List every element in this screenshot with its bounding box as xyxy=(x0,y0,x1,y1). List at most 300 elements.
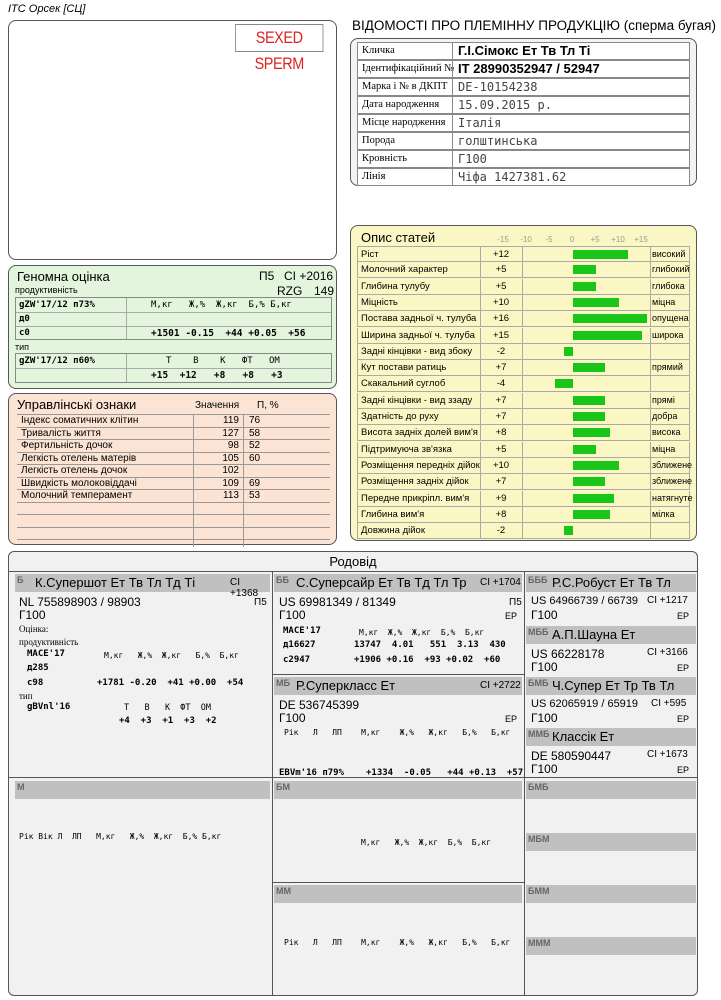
genomic-ci: CI +2016 xyxy=(284,269,334,283)
mgmt-row-p: 52 xyxy=(249,440,261,451)
bbb-ep: ЕР xyxy=(677,611,690,621)
genomic-panel xyxy=(8,265,337,389)
b-prod: продуктивність xyxy=(19,637,79,647)
trait-row xyxy=(357,523,690,539)
trait-bar xyxy=(573,282,596,291)
mbb-ep: ЕР xyxy=(677,663,690,673)
trait-row xyxy=(357,311,690,327)
pedigree-mmb-header xyxy=(526,728,696,746)
trait-divider xyxy=(480,442,481,457)
mgmt-row-value: 102 xyxy=(222,465,239,476)
trait-divider xyxy=(522,376,523,391)
bb-c: с2947 xyxy=(283,655,311,665)
info-label: Кровність xyxy=(362,153,408,164)
mb-ebv: EBVm'16 п79% xyxy=(279,768,345,778)
info-value: Італія xyxy=(458,116,502,130)
info-value: IT 28990352947 / 52947 xyxy=(458,61,600,76)
trait-desc: зближене xyxy=(652,459,693,470)
trait-scale-tick: -10 xyxy=(520,235,532,244)
trait-divider xyxy=(480,295,481,310)
mgmt-row-line xyxy=(17,502,330,503)
bb-dvals: 13747 4.01 551 3.13 430 xyxy=(354,640,506,650)
trait-divider xyxy=(522,393,523,408)
trait-value: +9 xyxy=(495,492,507,504)
mm-tag: ММ xyxy=(276,886,291,896)
info-divider xyxy=(452,61,453,77)
bb-p: П5 xyxy=(509,597,522,608)
trait-bar xyxy=(573,428,610,437)
b-tag: Б xyxy=(17,575,24,585)
trait-value: +5 xyxy=(495,280,507,292)
trait-name: Скакальний суглоб xyxy=(361,378,446,390)
mgmt-row-p: 60 xyxy=(249,452,261,464)
trait-name: Ширина задньої ч. тулуба xyxy=(361,329,475,341)
trait-divider xyxy=(522,507,523,522)
info-row xyxy=(357,132,690,150)
trait-row xyxy=(357,425,690,441)
trait-divider xyxy=(480,523,481,538)
trait-name: Передне прикріпл. вим'я xyxy=(361,492,470,504)
trait-divider xyxy=(480,491,481,506)
info-row xyxy=(357,60,690,78)
bm-tag: БМ xyxy=(276,782,290,792)
bbb-ci: CI +1217 xyxy=(647,595,688,606)
mb-blood: Г100 xyxy=(279,711,306,725)
type-values: +15 +12 +8 +8 +3 xyxy=(151,370,283,381)
trait-name: Міцність xyxy=(361,296,398,308)
trait-divider xyxy=(650,409,651,424)
info-value: Г.І.Сімокс Ет Тв Тл Ті xyxy=(458,43,591,58)
b-mace: MACE'17 xyxy=(27,649,65,659)
trait-value: +10 xyxy=(492,296,510,308)
trait-desc: прямі xyxy=(652,394,675,405)
trait-value: +7 xyxy=(495,362,507,374)
mbb-blood: Г100 xyxy=(531,660,558,674)
trait-value: +15 xyxy=(492,329,510,341)
info-row xyxy=(357,96,690,114)
mbb-id: US 66228178 xyxy=(531,647,605,661)
mgmt-row-value: 127 xyxy=(222,427,239,439)
trait-name: Задні кінцівки - вид ззаду xyxy=(361,394,473,406)
trait-name: Кут постави ратиць xyxy=(361,362,447,374)
b-id: NL 755898903 / 98903 xyxy=(19,595,141,609)
mgmt-col-value: Значення xyxy=(195,400,240,411)
mgmt-title: Управлінські ознаки xyxy=(17,397,137,412)
trait-scale-tick: -15 xyxy=(497,235,509,244)
pedigree-mbm-header xyxy=(526,833,696,851)
mm-cols: Рік Л ЛП М,кг Ж,% Ж,кг Б,% Б,кг xyxy=(284,938,511,947)
pedigree-title: Родовід xyxy=(9,552,697,572)
trait-divider xyxy=(522,491,523,506)
mgmt-col-divider xyxy=(193,414,194,547)
mgmt-row-name: Легкість отелень матерів xyxy=(21,452,137,464)
trait-bar xyxy=(573,363,605,372)
trait-name: Розміщення передніх дійок xyxy=(361,459,480,471)
bmb-tag: БМБ xyxy=(528,678,549,688)
trait-name: Ріст xyxy=(361,249,379,260)
mbb-ci: CI +3166 xyxy=(647,647,688,658)
trait-name: Глибина тулубу xyxy=(361,280,430,292)
info-divider xyxy=(452,133,453,149)
trait-divider xyxy=(522,344,523,359)
bb-cvals: +1906 +0.16 +93 +0.02 +60 xyxy=(354,655,501,665)
pedigree-bm-header xyxy=(274,781,522,799)
trait-desc: глибока xyxy=(652,280,685,291)
bb-mace: MACE'17 xyxy=(283,626,321,636)
management-panel xyxy=(8,393,337,545)
bb-blood: Г100 xyxy=(279,608,306,622)
info-value: голштинська xyxy=(458,134,538,148)
mgmt-row-name: Молочний темперамент xyxy=(21,490,133,501)
mmm-tag: МММ xyxy=(528,938,551,948)
trait-divider xyxy=(522,262,523,277)
info-divider xyxy=(452,79,453,95)
info-divider xyxy=(452,97,453,113)
trait-value: +16 xyxy=(492,313,510,325)
bb-ep: ЕР xyxy=(505,611,518,621)
trait-divider xyxy=(480,262,481,277)
trait-divider xyxy=(480,360,481,375)
mgmt-row-value: 113 xyxy=(223,490,239,501)
trait-divider xyxy=(480,458,481,473)
bmm-tag: БММ xyxy=(528,886,550,896)
info-value: 15.09.2015 р. xyxy=(458,98,552,112)
trait-divider xyxy=(480,376,481,391)
trait-bar xyxy=(573,265,596,274)
bb-tag: ББ xyxy=(276,575,289,585)
prod-cols: М,кг Ж,% Ж,кг Б,% Б,кг xyxy=(151,300,292,310)
info-row xyxy=(357,114,690,132)
trait-divider xyxy=(522,442,523,457)
pedigree-bmb-header xyxy=(526,677,696,695)
rzg-label: RZG xyxy=(277,284,303,298)
trait-divider xyxy=(480,393,481,408)
trait-bar xyxy=(573,494,614,503)
trait-divider xyxy=(480,279,481,294)
mmb-tag: ММБ xyxy=(528,729,550,739)
mgmt-row-line xyxy=(17,514,330,515)
b-c: с98 xyxy=(27,678,44,688)
bmb2-tag: БМБ xyxy=(528,782,549,792)
trait-divider xyxy=(522,360,523,375)
bb-ci: CI +1704 xyxy=(480,577,521,588)
mmb-blood: Г100 xyxy=(531,762,558,776)
mmb-ci: CI +1673 xyxy=(647,749,688,760)
trait-value: +8 xyxy=(495,508,507,520)
trait-value: -2 xyxy=(496,345,506,357)
trait-row xyxy=(357,491,693,507)
d0-label: д0 xyxy=(19,314,30,324)
b-typ: тип xyxy=(19,691,33,701)
mgmt-row-value: 105 xyxy=(222,452,239,464)
b-tvals: +4 +3 +1 +3 +2 xyxy=(119,716,217,726)
trait-desc: опущена xyxy=(652,313,689,324)
b-gb: gBVnl'16 xyxy=(27,702,71,712)
trait-divider xyxy=(650,262,651,277)
mgmt-row-line xyxy=(17,527,330,528)
info-label: Дата народження xyxy=(362,99,440,110)
genomic-title: Геномна оцінка xyxy=(17,269,110,284)
info-row xyxy=(357,42,690,60)
trait-value: +7 xyxy=(495,411,507,422)
trait-divider xyxy=(650,523,651,538)
trait-desc: високий xyxy=(652,249,686,259)
info-label: Порода xyxy=(362,135,396,146)
trait-row xyxy=(357,295,690,311)
b-name: К.Супершот Ет Тв Тл Тд Ті xyxy=(35,575,196,590)
trait-bar xyxy=(573,445,596,454)
info-label: Місце народження xyxy=(362,117,446,128)
trait-value: +10 xyxy=(492,459,510,471)
info-divider xyxy=(452,43,453,59)
trait-value: +7 xyxy=(495,394,507,406)
m-tag: М xyxy=(17,782,25,792)
trait-bar xyxy=(564,347,573,356)
sexed-stamp: SEXED SPERM xyxy=(235,24,323,52)
pedigree-bmb2-header xyxy=(526,781,696,799)
trait-row xyxy=(357,344,690,360)
trait-value: +7 xyxy=(495,476,507,488)
prod-label: продуктивність xyxy=(15,285,78,295)
trait-value: +5 xyxy=(495,443,507,455)
info-row xyxy=(357,78,690,96)
trait-divider xyxy=(650,474,651,489)
b-blood: Г100 xyxy=(19,608,46,622)
trait-scale-tick: +10 xyxy=(611,235,625,244)
trait-desc: міцна xyxy=(652,296,676,307)
trait-divider xyxy=(522,409,523,424)
trait-divider xyxy=(650,442,651,457)
mmb-ep: ЕР xyxy=(677,765,690,775)
bb-cols: М,кг Ж,% Ж,кг Б,% Б,кг xyxy=(359,628,485,637)
b-tcols: Т В К ФТ ОМ xyxy=(124,703,211,713)
pedigree-mm-header xyxy=(274,885,522,903)
mgmt-row-line xyxy=(17,539,330,540)
trait-desc: широка xyxy=(652,329,684,340)
mmb-id: DE 580590447 xyxy=(531,749,612,763)
trait-name: Розміщення задніх дійок xyxy=(361,476,469,488)
trait-bar xyxy=(555,379,573,388)
trait-divider xyxy=(522,311,523,326)
trait-scale-tick: +15 xyxy=(634,235,648,244)
trait-divider xyxy=(522,328,523,343)
info-value: DE-10154238 xyxy=(458,80,538,94)
trait-divider xyxy=(522,247,523,262)
trait-value: -4 xyxy=(496,378,506,390)
trait-bar xyxy=(573,510,610,519)
trait-row xyxy=(357,507,690,523)
trait-row xyxy=(357,376,690,392)
trait-row xyxy=(357,360,690,376)
trait-desc: висока xyxy=(652,427,681,438)
trait-bar xyxy=(573,396,605,405)
trait-row xyxy=(357,279,690,295)
trait-divider xyxy=(522,523,523,538)
mb-ebvvals: +1334 -0.05 +44 +0.13 +57 xyxy=(366,768,524,778)
mgmt-row-value: 98 xyxy=(227,440,239,451)
trait-divider xyxy=(650,393,651,408)
trait-row xyxy=(357,409,690,425)
header-left: ІТС Орсек [СЦ] xyxy=(8,3,86,15)
trait-divider xyxy=(650,376,651,391)
trait-desc: мілка xyxy=(652,508,675,519)
info-value: Чіфа 1427381.62 xyxy=(458,170,567,184)
type-label: тип xyxy=(15,342,30,352)
pedigree-mb-header xyxy=(274,677,522,695)
trait-desc: глибокий xyxy=(652,264,690,275)
trait-desc: зближене xyxy=(652,476,693,487)
genomic-prod-table xyxy=(15,297,332,340)
trait-row xyxy=(357,442,690,458)
traits-panel xyxy=(350,225,697,541)
pedigree-bmm-header xyxy=(526,885,696,903)
mgmt-row-p: 53 xyxy=(249,490,261,501)
mgmt-col-p: П, % xyxy=(257,400,279,411)
trait-row xyxy=(357,458,693,474)
trait-divider xyxy=(650,507,651,522)
trait-divider xyxy=(522,425,523,440)
trait-divider xyxy=(650,344,651,359)
info-value: Г100 xyxy=(458,152,487,166)
rzg-value: 149 xyxy=(314,284,335,298)
mgmt-row-p: 69 xyxy=(249,477,261,489)
mb-ep: ЕР xyxy=(505,714,518,724)
bb-d: д16627 xyxy=(283,640,316,650)
bb-id: US 69981349 / 81349 xyxy=(279,595,396,609)
trait-divider xyxy=(480,507,481,522)
photo-box xyxy=(8,20,337,260)
trait-divider xyxy=(650,425,651,440)
trait-bar xyxy=(573,250,628,259)
mb-id: DE 536745399 xyxy=(279,698,360,712)
trait-divider xyxy=(522,279,523,294)
trait-divider xyxy=(650,279,651,294)
trait-value: +8 xyxy=(495,427,507,439)
bb-name: С.Суперсайр Ет Тв Тд Тл Тр xyxy=(296,575,467,590)
mbb-name: А.П.Шауна Ет xyxy=(552,627,636,642)
trait-scale-tick: -5 xyxy=(545,235,553,244)
mgmt-row-name: Легкість отелень дочок xyxy=(21,465,128,476)
mgmt-row-name: Швидкість молоковіддачі xyxy=(21,477,137,489)
bmb-name: Ч.Супер Ет Тр Тв Тл xyxy=(552,678,675,693)
info-row xyxy=(357,168,690,186)
trait-value: -2 xyxy=(496,525,506,537)
trait-divider xyxy=(650,295,651,310)
traits-title: Опис статей xyxy=(361,230,436,245)
trait-desc: натягнуте xyxy=(652,492,693,503)
bm-cols: М,кг Ж,% Ж,кг Б,% Б,кг xyxy=(361,838,492,847)
trait-name: Висота задніх долей вим'я xyxy=(361,427,478,439)
mgmt-row-name: Фертильність дочок xyxy=(21,440,113,451)
trait-bar xyxy=(573,461,619,470)
trait-value: +5 xyxy=(495,264,507,276)
mgmt-row-name: Тривалість життя xyxy=(21,427,101,439)
mgmt-row-value: 109 xyxy=(222,477,239,489)
trait-bar xyxy=(573,477,605,486)
trait-divider xyxy=(480,311,481,326)
trait-divider xyxy=(650,360,651,375)
mbb-tag: МББ xyxy=(528,627,549,637)
trait-divider xyxy=(522,295,523,310)
bmb-ep: ЕР xyxy=(677,714,690,724)
pedigree-b-header xyxy=(15,574,270,599)
trait-bar xyxy=(573,412,605,421)
trait-name: Молочний характер xyxy=(361,264,448,276)
c0-values: +1501 -0.15 +44 +0.05 +56 xyxy=(151,328,306,339)
b-ocinka: Оцінка: xyxy=(19,624,49,634)
mgmt-col-divider xyxy=(243,414,244,547)
trait-scale-tick: 0 xyxy=(569,235,575,244)
trait-divider xyxy=(650,458,651,473)
trait-name: Довжина дійок xyxy=(361,525,425,537)
trait-row xyxy=(357,474,693,490)
pedigree-bb-header xyxy=(274,574,522,592)
info-label: Лінія xyxy=(362,171,386,182)
mgmt-row-p: 76 xyxy=(249,415,261,426)
bmb-ci: CI +595 xyxy=(651,698,687,709)
trait-desc: прямий xyxy=(652,362,683,373)
pedigree-panel xyxy=(8,551,698,996)
trait-value: +12 xyxy=(492,249,510,260)
trait-divider xyxy=(650,247,651,262)
trait-bar xyxy=(573,314,647,323)
type-head: gZW'17/12 п60% xyxy=(19,356,95,366)
trait-row xyxy=(357,328,690,344)
bmb-blood: Г100 xyxy=(531,711,558,725)
pedigree-m-header xyxy=(15,781,270,799)
trait-divider xyxy=(480,344,481,359)
trait-row xyxy=(357,246,690,262)
trait-divider xyxy=(522,458,523,473)
info-row xyxy=(357,150,690,168)
pedigree-mmm-header xyxy=(526,937,696,955)
info-label: Марка і № в ДКПТ xyxy=(362,81,448,92)
bbb-blood: Г100 xyxy=(531,608,558,622)
trait-desc: добра xyxy=(652,411,678,421)
b-cvals: +1781 -0.20 +41 +0.00 +54 xyxy=(97,678,244,688)
bbb-name: Р.С.Робуст Ет Тв Тл xyxy=(552,575,671,590)
info-divider xyxy=(452,169,453,185)
bbb-id: US 64966739 / 66739 xyxy=(531,595,639,607)
genomic-p: П5 xyxy=(259,269,275,283)
type-cols: Т В К ФТ ОМ xyxy=(166,356,280,366)
c0-label: с0 xyxy=(19,328,30,338)
trait-divider xyxy=(480,425,481,440)
mgmt-row-value: 119 xyxy=(223,415,239,426)
trait-divider xyxy=(650,491,651,506)
mb-cols: Рік Л ЛП М,кг Ж,% Ж,кг Б,% Б,кг xyxy=(284,728,511,737)
trait-name: Підтримуюча зв'язка xyxy=(361,443,452,455)
pedigree-mbb-header xyxy=(526,626,696,644)
info-label: Кличка xyxy=(362,45,395,56)
bull-info-panel xyxy=(350,38,697,186)
pedigree-bbb-header xyxy=(526,574,696,592)
mmb-name: Классік Ет xyxy=(552,729,615,744)
trait-divider xyxy=(480,247,481,262)
m-cols: Рік Вік Л ЛП М,кг Ж,% Ж,кг Б,% Б,кг xyxy=(19,832,222,841)
b-cols: М,кг Ж,% Ж,кг Б,% Б,кг xyxy=(104,651,239,660)
bmb-id: US 62065919 / 65919 xyxy=(531,698,639,710)
b-d: д285 xyxy=(27,663,49,673)
mbm-tag: МБМ xyxy=(528,834,550,844)
trait-name: Постава задньої ч. тулуба xyxy=(361,313,477,325)
trait-scale-tick: +5 xyxy=(590,235,600,244)
trait-name: Глибина вим'я xyxy=(361,508,425,520)
trait-desc: міцна xyxy=(652,443,676,454)
b-ci: CI +1368 xyxy=(230,577,259,599)
trait-divider xyxy=(480,474,481,489)
mgmt-row-p: 58 xyxy=(249,427,261,439)
